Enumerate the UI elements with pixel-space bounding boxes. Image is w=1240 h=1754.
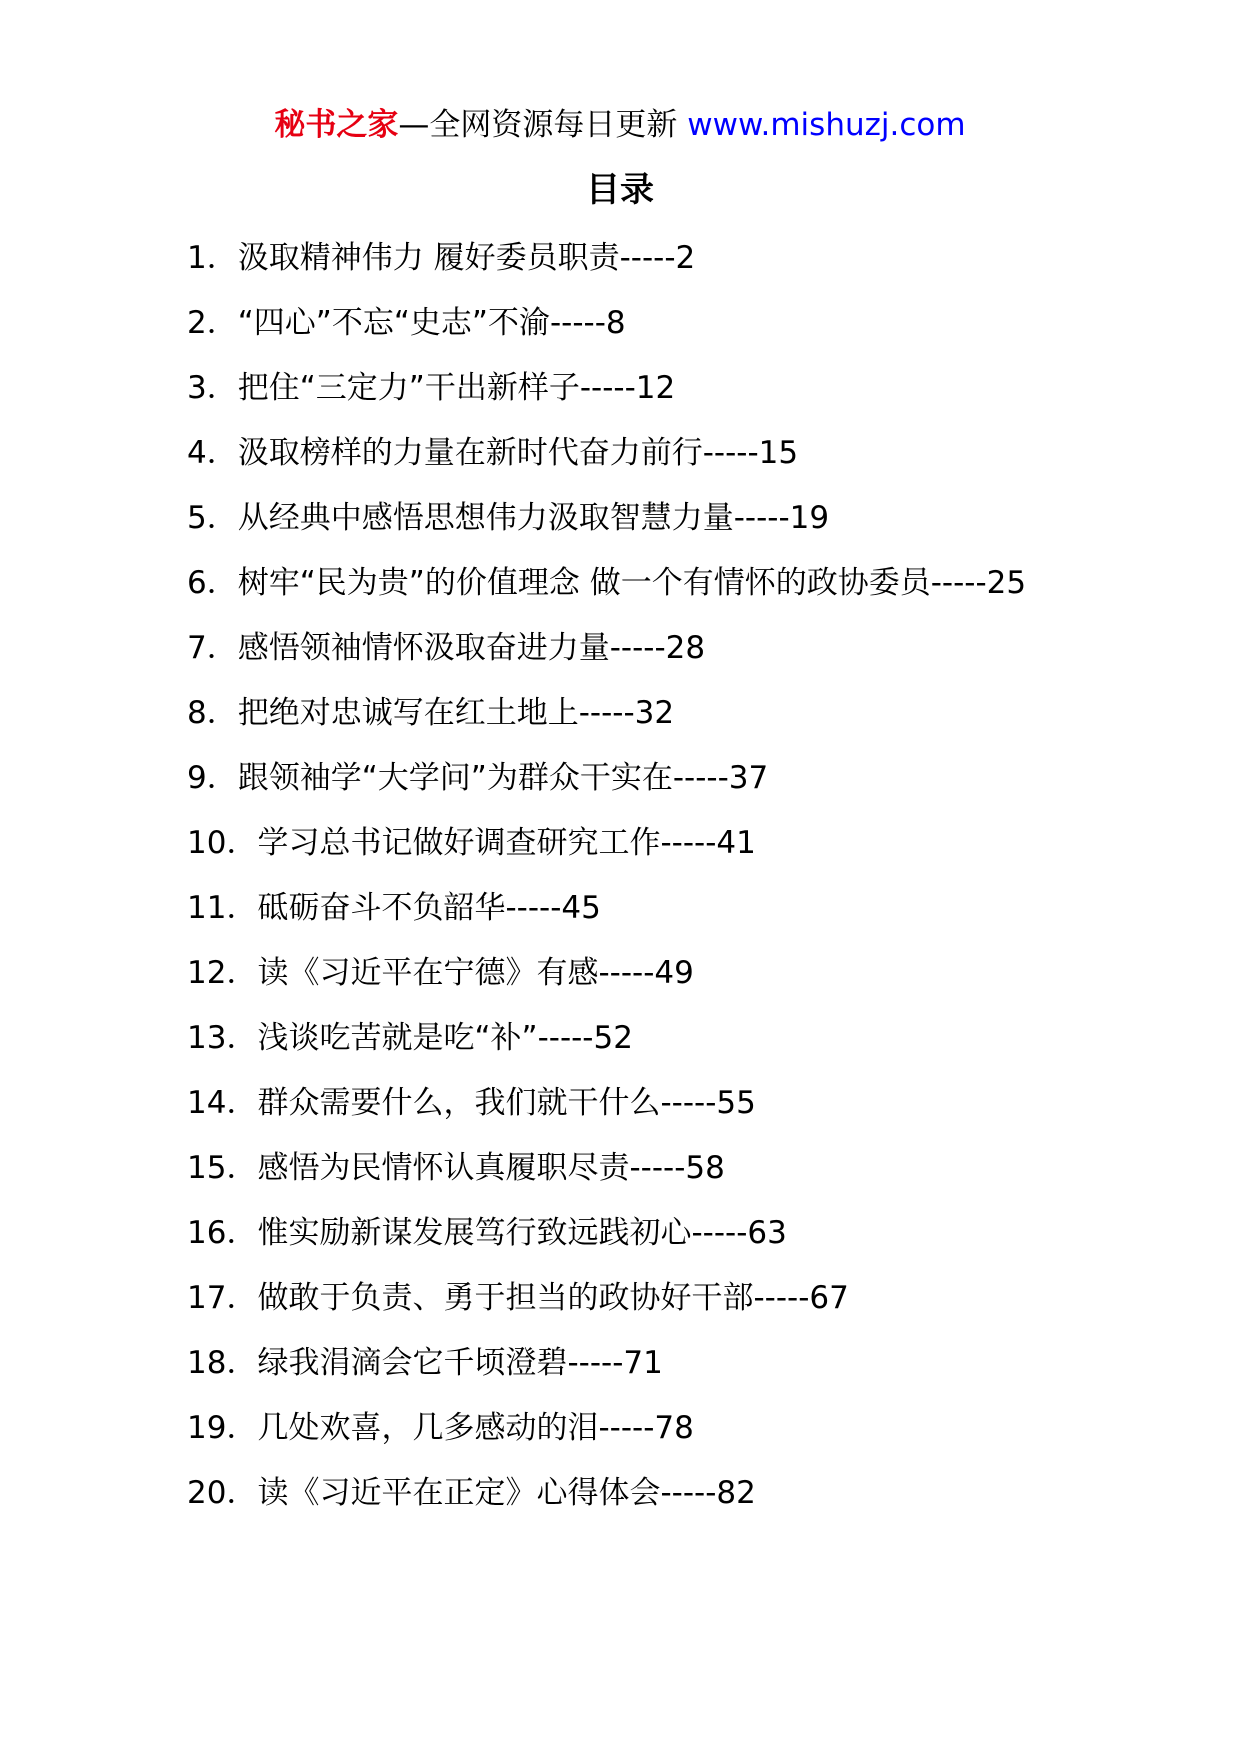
toc-entry: 18．绿我涓滴会它千顷澄碧-----71 xyxy=(187,1345,663,1381)
toc-entry: 10．学习总书记做好调查研究工作-----41 xyxy=(187,825,756,861)
header-slogan: —全网资源每日更新 xyxy=(398,107,688,143)
table-of-contents xyxy=(187,226,1067,1526)
toc-entry: 15．感悟为民情怀认真履职尽责-----58 xyxy=(187,1150,725,1186)
toc-entry: 4．汲取榜样的力量在新时代奋力前行-----15 xyxy=(187,435,799,471)
site-header xyxy=(0,100,1240,150)
site-url-link[interactable]: www.mishuzj.com xyxy=(687,107,966,143)
brand-name: 秘书之家 xyxy=(274,107,399,143)
toc-entry: 3．把住“三定力”干出新样子-----12 xyxy=(187,370,676,406)
toc-entry: 8．把绝对忠诚写在红土地上-----32 xyxy=(187,695,675,731)
toc-entry: 5．从经典中感悟思想伟力汲取智慧力量-----19 xyxy=(187,500,830,536)
toc-entry: 9．跟领袖学“大学问”为群众干实在-----37 xyxy=(187,760,769,796)
toc-entry: 16．惟实励新谋发展笃行致远践初心-----63 xyxy=(187,1215,787,1251)
page-title: 目录 xyxy=(586,170,654,210)
toc-entry: 13．浅谈吃苦就是吃“补”-----52 xyxy=(187,1020,633,1056)
toc-entry: 1．汲取精神伟力 履好委员职责-----2 xyxy=(187,240,696,276)
toc-entry: 14．群众需要什么，我们就干什么-----55 xyxy=(187,1085,756,1121)
toc-entry: 19．几处欢喜，几多感动的泪-----78 xyxy=(187,1410,694,1446)
toc-entry: 2．“四心”不忘“史志”不渝-----8 xyxy=(187,305,626,341)
toc-entry: 17．做敢于负责、勇于担当的政协好干部-----67 xyxy=(187,1280,849,1316)
toc-entry: 12．读《习近平在宁德》有感-----49 xyxy=(187,955,694,991)
toc-entry: 6．树牢“民为贵”的价值理念 做一个有情怀的政协委员-----25 xyxy=(187,565,1027,601)
toc-entry: 7．感悟领袖情怀汲取奋进力量-----28 xyxy=(187,630,706,666)
toc-entry: 20．读《习近平在正定》心得体会-----82 xyxy=(187,1475,756,1511)
toc-entry: 11．砥砺奋斗不负韶华-----45 xyxy=(187,890,601,926)
